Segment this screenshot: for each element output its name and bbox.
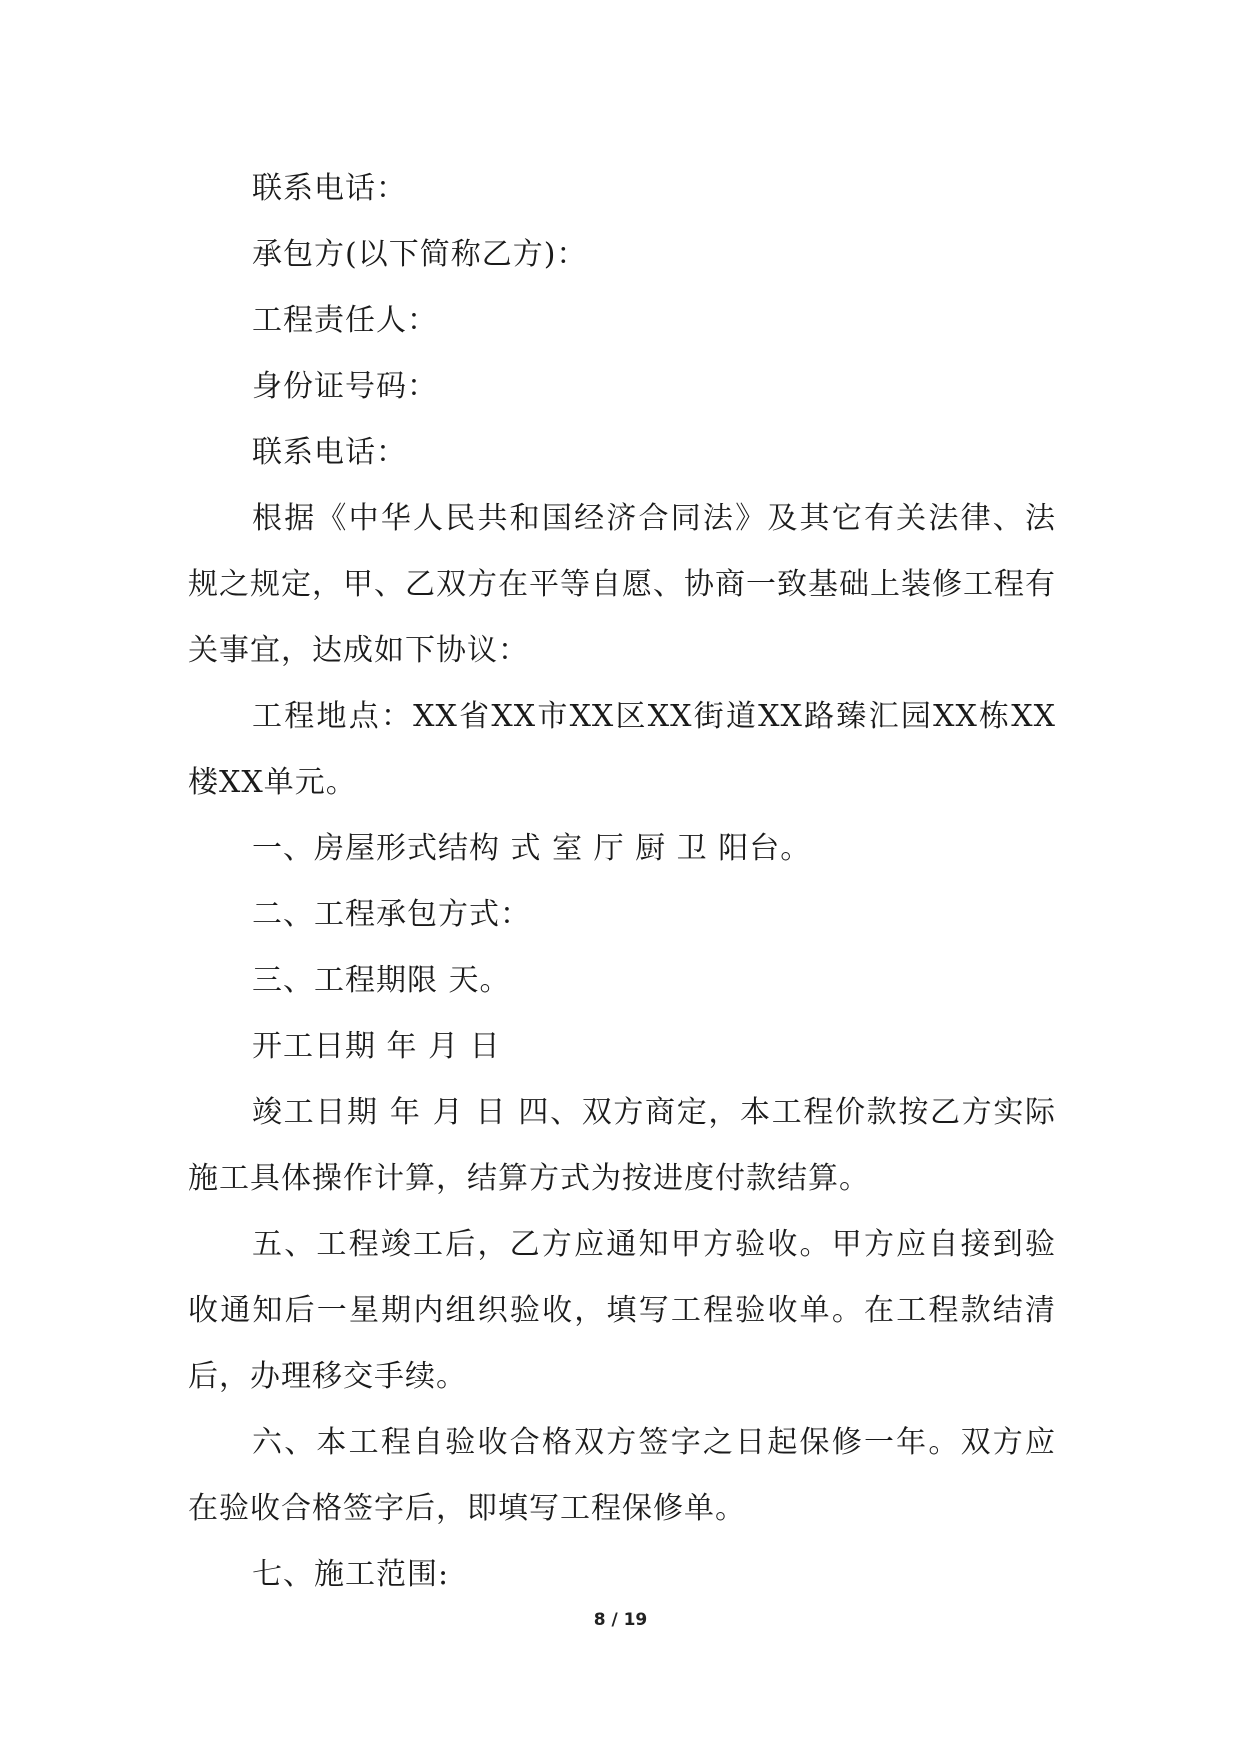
- paragraph-clause-1: 一、房屋形式结构 式 室 厅 厨 卫 阳台。: [252, 831, 812, 866]
- paragraph-contractor: 承包方(以下简称乙方)：: [252, 237, 588, 272]
- paragraph-legal-basis: 根据《中华人民共和国经济合同法》及其它有关法律、法规之规定，甲、乙双方在平等自愿、协商一致基础上装修工程有关事宜，达成如下协议：: [188, 501, 1056, 668]
- paragraph-completion-date-clause-4: 竣工日期 年 月 日 四、双方商定，本工程价款按乙方实际施工具体操作计算，结算方式为按进度付款结算。: [188, 1095, 1056, 1196]
- paragraph-project-location: 工程地点：XX省XX市XX区XX街道XX路臻汇园XX栋XX楼XX单元。: [188, 699, 1056, 800]
- paragraph-contact-phone-1: 联系电话：: [252, 171, 407, 206]
- paragraph-clause-6: 六、本工程自验收合格双方签字之日起保修一年。双方应在验收合格签字后，即填写工程保修单。: [188, 1425, 1056, 1526]
- paragraph-clause-2: 二、工程承包方式：: [252, 897, 531, 932]
- paragraph-clause-7: 七、施工范围:: [252, 1557, 450, 1592]
- contract-body: [188, 156, 1056, 1608]
- paragraph-clause-3: 三、工程期限 天。: [252, 963, 511, 998]
- page-number: 8 / 19: [593, 1610, 648, 1630]
- paragraph-contact-phone-2: 联系电话：: [252, 435, 407, 470]
- paragraph-start-date: 开工日期 年 月 日: [252, 1029, 501, 1064]
- paragraph-project-manager: 工程责任人：: [252, 303, 438, 338]
- paragraph-id-number: 身份证号码：: [252, 369, 438, 404]
- paragraph-clause-5: 五、工程竣工后，乙方应通知甲方验收。甲方应自接到验收通知后一星期内组织验收，填写工程验收单。在工程款结清后，办理移交手续。: [188, 1227, 1056, 1394]
